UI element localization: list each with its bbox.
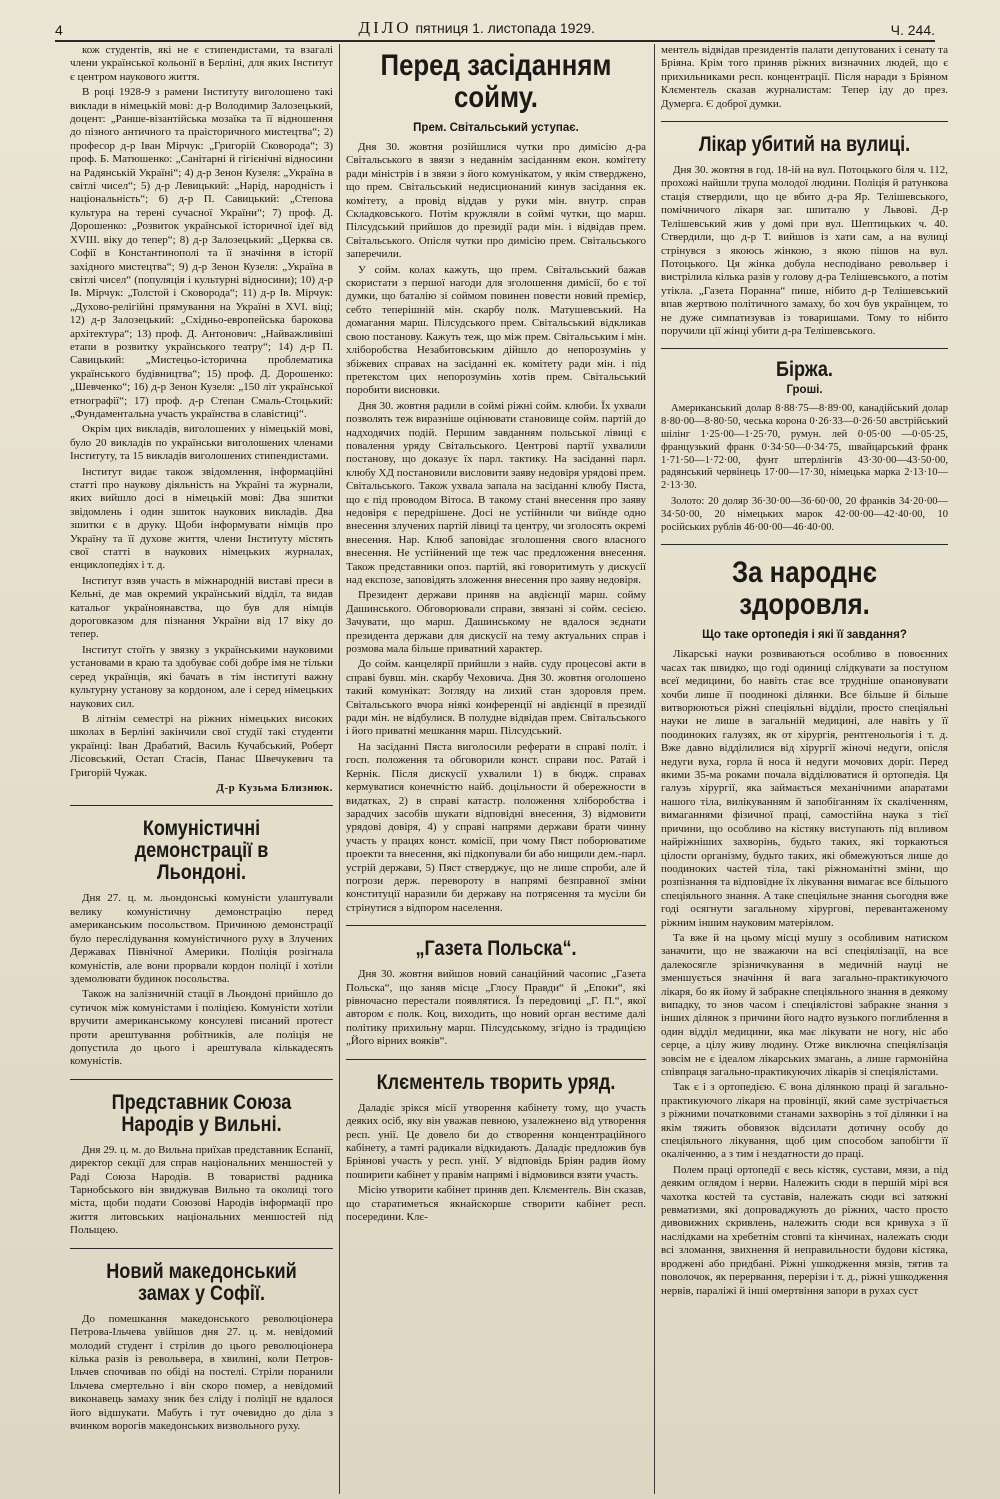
paragraph: Даладіє зрікся місії утворення кабінету тому, що участь деяких осіб, яку він уважав певною, узалежнено від утворення респ. унії. Це довело би до створення концентраційного кабінету, а тамті радикали відкидають. Даладіє предложив був Бріянові участь у респ. унії. У відповідь Бріян радив йому поширити кабінет у правім напрямі і відмовився взяти участь.: [346, 1101, 646, 1181]
league-article: [70, 1092, 333, 1238]
column-3: [661, 44, 948, 1494]
article-signature: Д-р Кузьма Близнюк.: [216, 781, 333, 794]
paragraph: Інститут взяв участь в міжнародній виставі преси в Кельні, де мав окремий український відділ, та видав катальог україноянавства, що був для німців дороговказом для пізнання України від 17 віку до тепер.: [70, 574, 333, 641]
paragraph: Дня 30. жовтня радили в соймі ріжні сойм. клюби. Їх ухвали позволять теж виразніше оцінювати становище сойм. партій до надходячих подій. Першим завданням польської лівиці є повалення уряду Світальського. Центрові партії ухвалили постанову, що доказує їх парл. тактику. На засіданні парл. клюбу ХД постановили висловити заяву недовіря урядові прем. Світальського. Також ухвала запала на засіданні клюбу Пяста, що є під проводом Вітоса. В такому стані внесення про заяву недовіря є передрішене. Досі не устійнили чи виїнде одно внесення злучених партій лівиці та центру, чи зголосять окремі внесення. Нар. Клюб заповідає зголошення свого власного внесення. Не устійнений ще теж час предложення внесення. Також представники опоз. партій, які говоритимуть у дискусії над експозе, заповідять зложення внесення про заяву недовіря.: [346, 399, 646, 587]
article-divider: [661, 348, 948, 349]
paragraph: Дня 30. жовтня в год. 18-ій на вул. Потоцького біля ч. 112, прохожі найшли трупа молодої людини. Поліція й ратункова стація ствердили, що це вбито д-ра Яр. Телішевського, помічничого лікаря заг. шпиталю у Львові. Д-р Телішевський жив у домі при вул. Шептицьких ч. 40. Ствердили, що д-р Т. вийшов із хати сам, а на вулиці стрінувся з якоюсь жінкою, з якою пішов на вул. Потоцького. Ця жінка добула несподівано револьвер і вистрілила кілька разів у голову д-ра Телішевського, а потім утікла. „Газета Поранна“ пише, нібито д-р Телішевський впав жертвою політичного замаху, бо хоч був українцем, то не дуже симпатизував із товаришами. Тому то нібито поручили ції жінці убити д-ра Телішевського.: [661, 164, 948, 337]
paragraph: До помешкання македонського революціонера Петрова-Ільчева увійшов дня 27. ц. м. невідомий молодий студент і стрілив до цього революціонера кілька разів із револьвера, в хвилині, коли Петров-Ільчев спочивав по обіді на постелі. Стріли поранили Ільчева смертельно і він скоро помер, а невідомий виконавець замаху зник без сліду і поліції не вдалося його відшукати. Мабуть і тут очевидно до діла з вчинком ворогів македонських визвольного руху.: [70, 1312, 333, 1433]
health-article: [661, 557, 948, 1298]
paragraph: Дня 29. ц. м. до Вильна приїхав представник Еспанії, директор секції для справ національних меншостей у Раді Союза Народів. В товаристві радника Тарнобського він звиджував Вильно та околиці того міста, щоби подати Союзові Народів інформації про життя литовських національних меншостей під Польщею.: [70, 1143, 333, 1237]
paragraph: Дня 30. жовтня вийшов новий санаційний часопис „Газета Польска“, що заняв місце „Глосу Правди“ й „Епоки“, які рівночасно перестали появлятися. Їз передовиці „Г. П.“, якої автором є полк. Коц, виходить, що новий орган вестиме далі політику прихильну марш. Пілсудському, згідно із традицією „Його вірних вояків“.: [346, 968, 646, 1048]
article-divider: [346, 1059, 646, 1060]
paragraph: Полем праці ортопедії є весь кістяк, сустави, мязи, а під деяким оглядом і нерви. Належить сюди в першій мірі вся чахотка костей та суставів, належать сюди всі затяжні ревматизми, які допроваджують до ріжних, часто просто дивовижних скривлень, належить сюди вся кривуха з її наслідками на хребетнім стовпі та кінчинах, належать сюди всі зломання, звихнення й неправильности будови кістяка, вроджені або придбані. Ріжні ушкодження мязів, тятив та поволочок, як перервання, перерізи і т. д., ріжні ушкодження нервів, параліжі й інші омертвіння запори в рухах суст: [661, 1163, 948, 1297]
paragraph: Місію утворити кабінет приняв деп. Клєментель. Він сказав, що старатиметься якнайскорше створити кабінет респ. посередини. Клє-: [346, 1184, 646, 1223]
paragraph: У сойм. колах кажуть, що прем. Світальський бажав скористати з першої нагоди для зголошення димісії, бо є тої думки, що баталію зі соймом повинен повести новий премієр, себто теперішній мін. скарбу полк. Матушевський. На домагання марш. Пілсудського прем. Світальський відкликав свою постанову. Кажуть теж, що між прем. Світальським і мін. хліборобства Незабитовським дійшло до непорозумінь у збіжевих справах на засіданні ек. комітету ради мін. і під претекстом цих непорозумінь хотів прем. Світальський поробити висновки.: [346, 263, 646, 397]
paragraph: Також на залізничній стації в Льондоні прийшло до сутичок між комуністами і поліцією. Комуністи хотіли вручити американському консулеві писаний протест проти арештування робітників, але поліція не допустила до цього і арештувала кількадесять комуністів.: [70, 988, 333, 1068]
paragraph: Інститут стоїть у звязку з українськими науковими установами в краю та здобуває собі добре імя не тільки серед українців, які бачать в тім інституті важну культурну установу за кордоном, але і серед німецьких наукових сил.: [70, 643, 333, 710]
headline: Лікар убитий на вулиці.: [698, 133, 911, 157]
paragraph: В літнім семестрі на ріжних німецьких високих школах в Берліні закінчили свої студії такі студенти українці: Іван Драбатий, Василь Кучабський, Роберт Лісовський, Остап Стасів, Панас Швечукевич та Григорій Чужак.: [70, 712, 333, 779]
column-2: [346, 44, 646, 1494]
header-center: [359, 18, 595, 38]
paragraph: кож студентів, які не є стипендистами, та взагалі члени української кольонії в Берліні, для яких Інститут є центром наукового життя.: [70, 44, 333, 83]
paragraph: Дня 27. ц. м. льондонські комуністи улаштували велику комуністичну демонстрацію перед американським посольством. Причиною демонстрації було переслідування комуністичного руху в Злучених Державах Північної Америки. Поліція розігнала комуністів, але вони прорвали кордон поліції і хотіли здемолювати будинок посольства.: [70, 892, 333, 985]
column-rule: [654, 44, 655, 1494]
column-rule: [339, 44, 340, 1494]
headline: Біржа.: [776, 358, 833, 382]
headline: За народнє здоровля.: [731, 556, 877, 621]
macedonia-article: [70, 1261, 333, 1434]
paragraph: Так є і з ортопедією. Є вона ділянкою праці й загально-практикуючого лікаря на провінції, який саме зустрічається з ріжними початковими станами захворінь з тої ділянки і на якім тяжить обовязок відсилати дотичну особу до спеціяльного лікування, щоб цим способом запобігти її окаліченню, а з тим і нездатности до праці.: [661, 1081, 948, 1161]
doctor-article: [661, 134, 948, 338]
article-divider: [661, 544, 948, 545]
communist-article: [70, 818, 333, 1068]
sejm-article: [346, 50, 646, 915]
subheadline: Прем. Світальський уступає.: [413, 122, 579, 134]
headline: Перед засіданням сойму.: [380, 49, 612, 114]
subheadline: Гроші.: [786, 384, 823, 397]
headline: Клєментель творить уряд.: [376, 1070, 616, 1094]
issue-number: Ч. 244.: [890, 22, 935, 38]
article-divider: [346, 925, 646, 926]
gazeta-article: [346, 938, 646, 1048]
article-divider: [661, 121, 948, 122]
paragraph: Лікарські науки розвиваються особливо в повоєнних часах так швидко, що годі одиниці слідкувати за поступом всеї медицини, бо навіть стає все трудніше опановувати хочби лише її поодинокі ділянки. Все більше й більше витворюються ріжні спеціяльні відділи, просто спеціяльні науки не лише в загальній медицині, але навіть у її поодиноких галузях, як от хірургія, рентгенольогія і т. д. Вже давно відділилися від хірургії жіночі недуги, опісля недуги вуха, горла й носа й недуги мочових доріг. Перед якими 35-ма роками почала відділюватися й ортопедія. Ця галузь хірургії, яка займається механічними апаратами нашого тіла, вилікуванням й запобіганням їх скаліченням, вимаганнями фізичної праці, самостійна наука з тієї причини, що особливо на кістяку виступають під впливом найріжніших захворінь, будьто таких, які торкаються цілости організму, будьто таких, які обмежуються лише до поодиноких частей тіла, такі ріжноманітні зміни, що розпізнання та відповідне їх лікування вимагає все більшого спеціяльного знання. А таке спеціяльне знання сьогодня вже годі осягнути загальному хірургові, перевантаженому ріжним іншим науковим матеріялом.: [661, 648, 948, 929]
masthead: ДІЛО: [358, 18, 412, 37]
paragraph: Інститут видає також звідомлення, інформаційні статті про наукову діяльність на Україні та журнали, яких вийшло досі в німецькій мові: Два зшитки звідомлень і один зшиток наукових викладів. Два зшитки є в друку. Щоби інформувати німців про Україну та її духове життя, члени Інституту містять свої статті в наукових німецьких журналах, енциклопедіях і т. д.: [70, 465, 333, 572]
page-header: [55, 10, 935, 42]
article-divider: [70, 1248, 333, 1249]
institute-article: [70, 44, 333, 795]
column-1: [70, 44, 333, 1494]
exchange-section: [661, 359, 948, 534]
subheadline: Що таке ортопедія і які її завдання?: [702, 629, 907, 642]
headline: Комуністичні демонстрації в Льондоні.: [134, 817, 269, 885]
paragraph: До сойм. канцелярії прийшли з найв. суду процесові акти в справі бувш. мін. скарбу Чеховича. Дня 30. жовтня оголошено такий комунікат: Зогляду на лихий стан здоровля прем. Світальського вчора ніякі конференції ні авдієнції в президії ради мін. не відбулися. В полудне відвідав прем. Світальського і його приватні мешкання марш. Пілсудський.: [346, 658, 646, 738]
paragraph: ментель відвідав президентів палати депутованих і сенату та Бріяна. Крім того приняв ріжних визначних людей, що є прихильниками респ. концентрації. Після наради з Бріяном Клєментель сказав журналистам: Тепер іду до през. Думерга. Є доброї думки.: [661, 44, 948, 110]
paragraph: Та вже й на цьому місці мушу з особливим натиском заначити, що не зважаючи на всі спеціялізації, на все далекосягле зрізничкування в медичній науці не зменшується значіння й вага загально-практикуючого лікаря, бо як йому й забракне спеціяльного знання в деякому випадку, то знов часом і спеціялістові забракне знання з інших ділянок з причини його надто вузького поглиблення в один відділ медицини, яка має лікувати не ногу, ніс або серце, а цілу живу людину. Отже виключна спеціялізація зовсім не є ідеалом лікарських змагань, а лише гармонійна співпраця загально-практикуючих лікарів зі спеціялістами.: [661, 931, 948, 1078]
paragraph: Дня 30. жовтня розійшлися чутки про димісію д-ра Світальського в звязи з недавнім засіданням екон. комітету ради міністрів і в звязи з його комунікатом, у якім стверджено, що прем. Світальський недисционаний кинув засідання ек. комітету, а провід віддав у руки мін. внутр. справ Складковського. Потім кружляли в соймі чутки, що марш. Пілсудський прийшов до президії ради мін. і відвідав прем. Світальського. Опісля чутки про димісію прем. Світальського заперечили.: [346, 141, 646, 261]
paragraph: Президент держави приняв на авдієнції марш. сойму Дашинського. Обговорювали справи, звязані зі сойм. сесією. Зачувати, що марш. Дашинському не вдалося зєднати президента держави для дискусії на тему актуальних справ і розмова мала більше приватний характер.: [346, 589, 646, 656]
paragraph: Американський долар 8·88·75—8·89·00, канадійський долар 8·80·00—8·80·50, чеська корона 0·26·33—0·26·50 австрійський шілінг 1·25·00—1·25·70, румун. лей 0·05·00 —0·05·25, французький франк 0·34·50—0·34·75, швайцарський франк 1·71·50—1·72·00, фунт штерлінгів 43·30·00—43·50·00, радянський червінець 17·00—17·30, німецька марка 2·13·10—2·13·30.: [661, 403, 948, 492]
paragraph: В році 1928-9 з рамени Інституту виголошено такі виклади в німецькій мові: д-р Володимир Залозецький, доцент: „Ранше-візантійська мозаїка та її відношення до пізного античного та праісторичного мистецтва“; 2) професор д-р Іван Мірчук: „Григорій Сковорода“; 3) проф. Б. Матюшенко: „Санітарні й гігієнічні відносини на Радянській Україні“; 4) д-р Зенон Кузеля: „Україна в світлі чисел“; 5) д-р Левицький: „Нарід, народність і національність“; 6) д-р П. Савицький: „Степова культура на терені сучасної України“; 7) проф. Д. Дорошенко: „Розвиток української історичної ідеї від XVIII. віку до тепер“; 8) д-р Залозецький: „Церква св. Софії в Константинополі та її значіння в історії західного мистецтва“; 9) д-р Зенон Кузеля: „Україна в світлі чисел“ (популяція і культурні відносини); 10) д-р Ів. Мірчук: „Толстой і Сковорода“; 11) д-р Ів. Мірчук: „Духово-релігійні прямування на Україні в XVI. віці; 12) д-р Залозецький: „Східньо-европейська барокова архітектура“; 13) проф. Д. Антонович: „Найважливіші етапи в розвитку українського театру“; 14) д-р П. Савицький: „Мистецьо-історична проблематика українського будівництва“; 15) проф. Д. Дорошенко: „Шевченко“; 16) д-р Зенон Кузеля: „150 літ української етнографії“; 17) проф. д-р Степан Смаль-Стоцький: „Фундаментальна участь українства в славістиці“.: [70, 86, 333, 420]
article-divider: [70, 1079, 333, 1080]
paragraph: Золото: 20 доляр 36·30·00—36·60·00, 20 франків 34·20·00—34·50·00, 20 німецьких марок 42·00·00—42·40·00, 10 російських рублів 46·00·00—46·40·00.: [661, 496, 948, 533]
paragraph: На засіданні Пяста виголосили реферати в справі політ. і госп. положення та обговорили конст. справи пос. Ратай і Кернік. Після дискусії ухвалили 1) в бюдж. справах кермуватися конечністю найб. доцільности й обережности в видатках, 2) в справі катастр. положення хліборобства і зарадчих засобів шукати відповідні внесення, 3) відмовити урядові довіря, 4) у справі напрями держави брати чинну участь у працях конст. комісії, при чому Пяст поборюватиме проекти та внесення, які підкопували би або нищили дем.-парл. устрій держави, 5) Пяст стверджує, що не лише спроби, але й погрози держ. перевороту в напрямі безправної зміни конституції наразили би державу на потрясення та мусіли би стрінутися з відпором населення.: [346, 740, 646, 914]
clementel-article: [346, 1072, 646, 1225]
issue-date: пятниця 1. листопада 1929.: [415, 20, 595, 36]
headline: „Газета Польска“.: [415, 937, 577, 961]
article-divider: [70, 805, 333, 806]
page-number: 4: [55, 22, 63, 38]
headline: Представник Союза Народів у Вильні.: [111, 1090, 292, 1136]
paragraph: Окрім цих викладів, виголошених у німецькій мові, було 20 викладів по українськи виголошених членами Інституту, та 15 викладів виголошених стипендистами.: [70, 423, 333, 463]
headline: Новий македонський замах у Софії.: [106, 1259, 297, 1305]
